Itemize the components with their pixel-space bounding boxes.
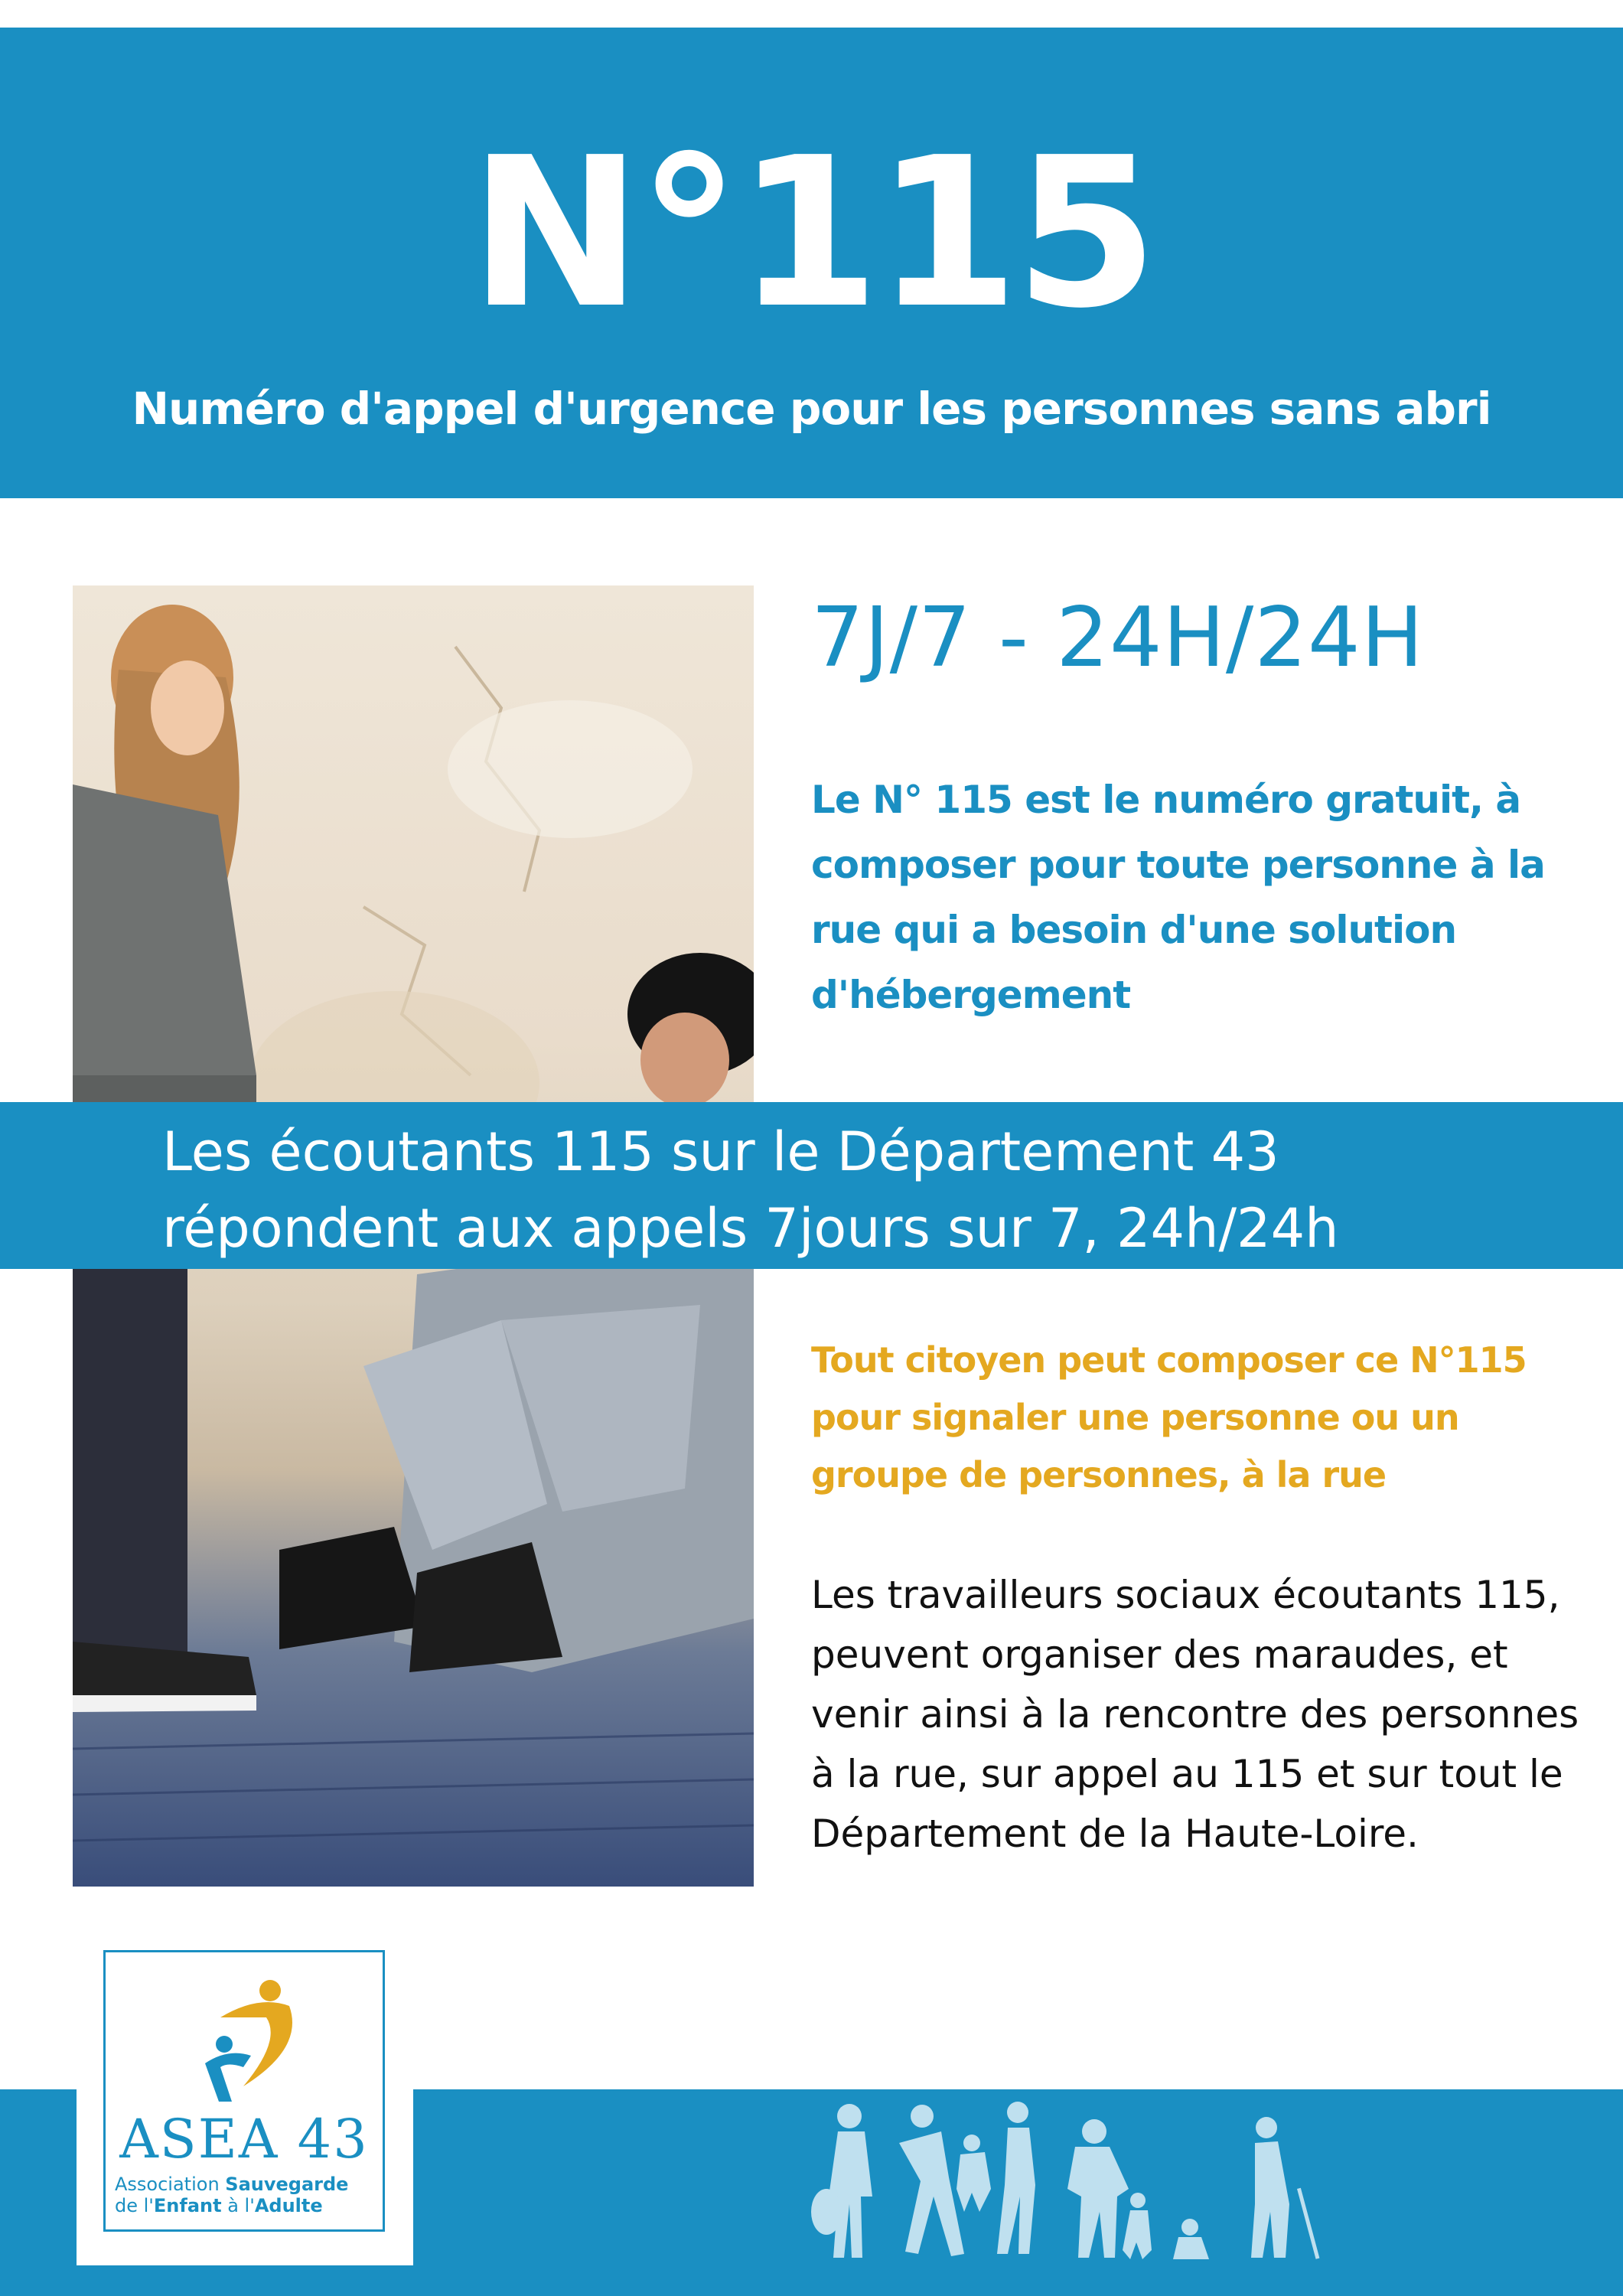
- two-figures-logo-icon: [197, 1971, 312, 2109]
- family-silhouettes-icon: [807, 2097, 1328, 2269]
- band-line-1: Les écoutants 115 sur le Département 43: [162, 1120, 1279, 1183]
- logo-name: ASEA 43: [119, 2108, 369, 2170]
- page-subtitle: Numéro d'appel d'urgence pour les personnes sans abri: [132, 383, 1491, 435]
- band-line-2: répondent aux appels 7jours sur 7, 24h/24h: [162, 1197, 1339, 1260]
- band-text: [162, 1114, 1601, 1267]
- page-title: N°115: [469, 113, 1154, 354]
- logo-subtitle: Association Sauvegarde de l'Enfant à l'Adulte: [115, 2174, 349, 2216]
- hours-heading: 7J/7 - 24H/24H: [811, 590, 1424, 686]
- social-workers-paragraph: Les travailleurs sociaux écoutants 115, peuvent organiser des maraudes, et venir ainsi à la rencontre des personnes à la rue, sur appel au 115 et sur tout le Département de la Haute-Loire.: [811, 1573, 1579, 1856]
- intro-paragraph: Le N° 115 est le numéro gratuit, à composer pour toute personne à la rue qui a besoin d'une solution d'hébergement: [811, 778, 1545, 1017]
- citizen-paragraph: Tout citoyen peut composer ce N°115 pour signaler une personne ou un groupe de personnes, à la rue: [811, 1339, 1527, 1495]
